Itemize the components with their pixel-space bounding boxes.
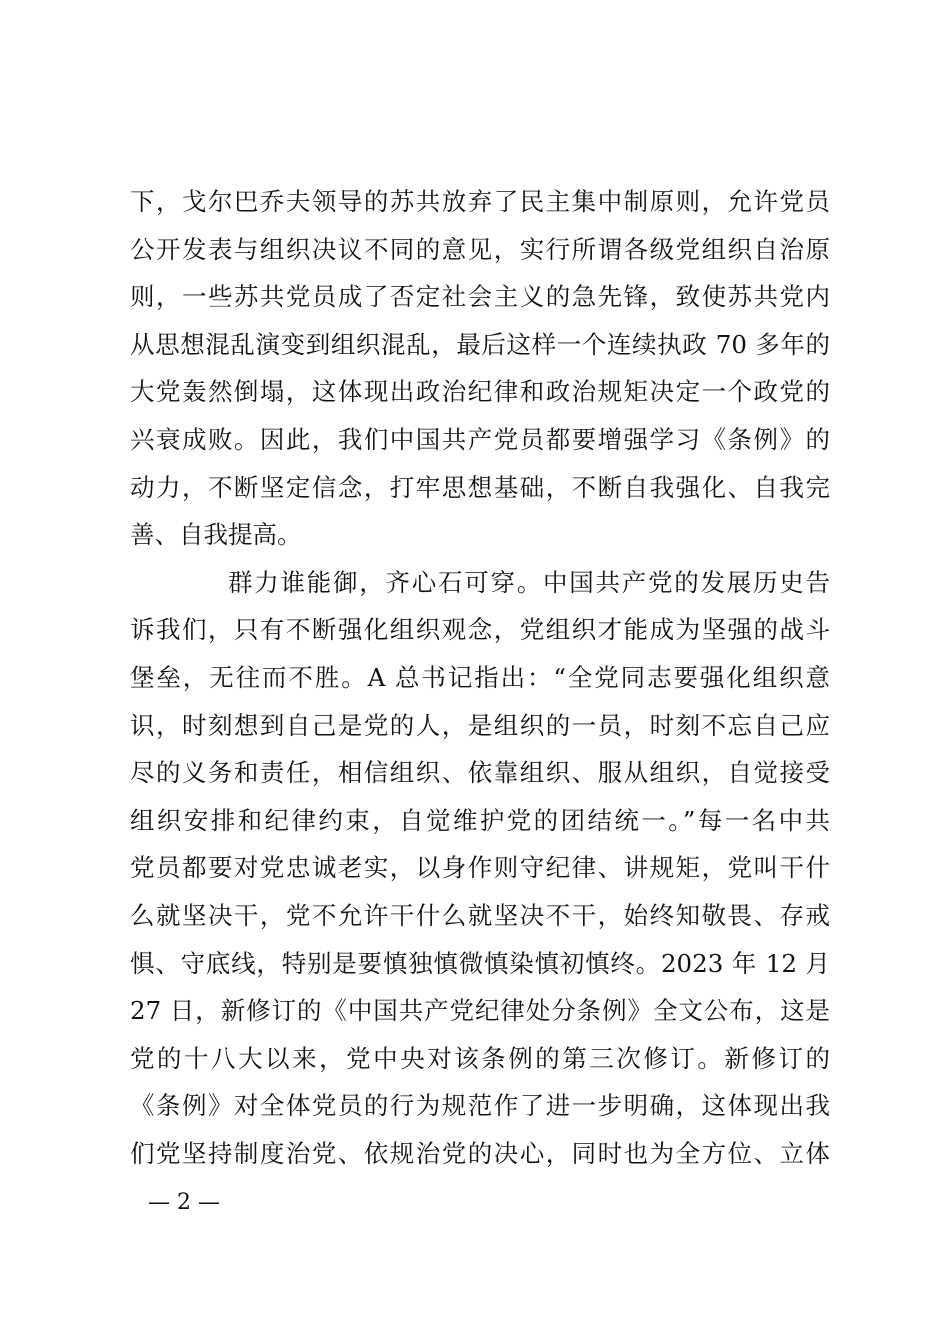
text-line: 从思想混乱演变到组织混乱，最后这样一个连续执政 70 多年的: [130, 329, 830, 359]
text-line: 则，一些苏共党员成了否定社会主义的急先锋，致使苏共党内: [130, 282, 830, 312]
text-line: 公开发表与组织决议不同的意见，实行所谓各级党组织自治原: [130, 234, 830, 264]
text-line: 《条例》对全体党员的行为规范作了进一步明确，这体现出我: [130, 1091, 830, 1121]
text-line: 大党轰然倒塌，这体现出政治纪律和政治规矩决定一个政党的: [130, 377, 830, 407]
text-line: 党的十八大以来，党中央对该条例的第三次修订。新修订的: [130, 1043, 830, 1073]
text-line: 尽的义务和责任，相信组织、依靠组织、服从组织，自觉接受: [130, 758, 830, 788]
paragraph: [130, 178, 830, 559]
text-line: 下，戈尔巴乔夫领导的苏共放弃了民主集中制原则，允许党员: [130, 187, 830, 216]
text-line: 么就坚决干，党不允许干什么就坚决不干，始终知敬畏、存戒: [130, 900, 830, 930]
text-line: 群力谁能御，齐心石可穿。中国共产党的发展历史告: [228, 567, 830, 597]
text-line: 诉我们，只有不断强化组织观念，党组织才能成为坚强的战斗: [130, 615, 830, 645]
text-line: 堡垒，无往而不胜。A 总书记指出：“全党同志要强化组织意: [130, 662, 830, 692]
text-line: 兴衰成败。因此，我们中国共产党员都要增强学习《条例》的: [130, 424, 830, 454]
text-line: 们党坚持制度治党、依规治党的决心，同时也为全方位、立体: [130, 1138, 830, 1168]
page-number: — 2 —: [148, 1190, 220, 1215]
text-line: 27 日，新修订的《中国共产党纪律处分条例》全文公布，这是: [130, 996, 830, 1026]
text-line: 善、自我提高。: [130, 520, 302, 550]
text-line: 党员都要对党忠诚老实，以身作则守纪律、讲规矩，党叫干什: [130, 853, 830, 883]
text-line: 组织安排和纪律约束，自觉维护党的团结统一。”每一名中共: [130, 805, 830, 835]
text-line: 识，时刻想到自己是党的人，是组织的一员，时刻不忘自己应: [130, 710, 830, 740]
paragraph: [130, 559, 830, 1178]
body-text: [130, 178, 830, 1177]
text-line: 动力，不断坚定信念，打牢思想基础，不断自我强化、自我完: [130, 472, 830, 502]
text-line: 惧、守底线，特别是要慎独慎微慎染慎初慎终。2023 年 12 月: [130, 948, 830, 978]
